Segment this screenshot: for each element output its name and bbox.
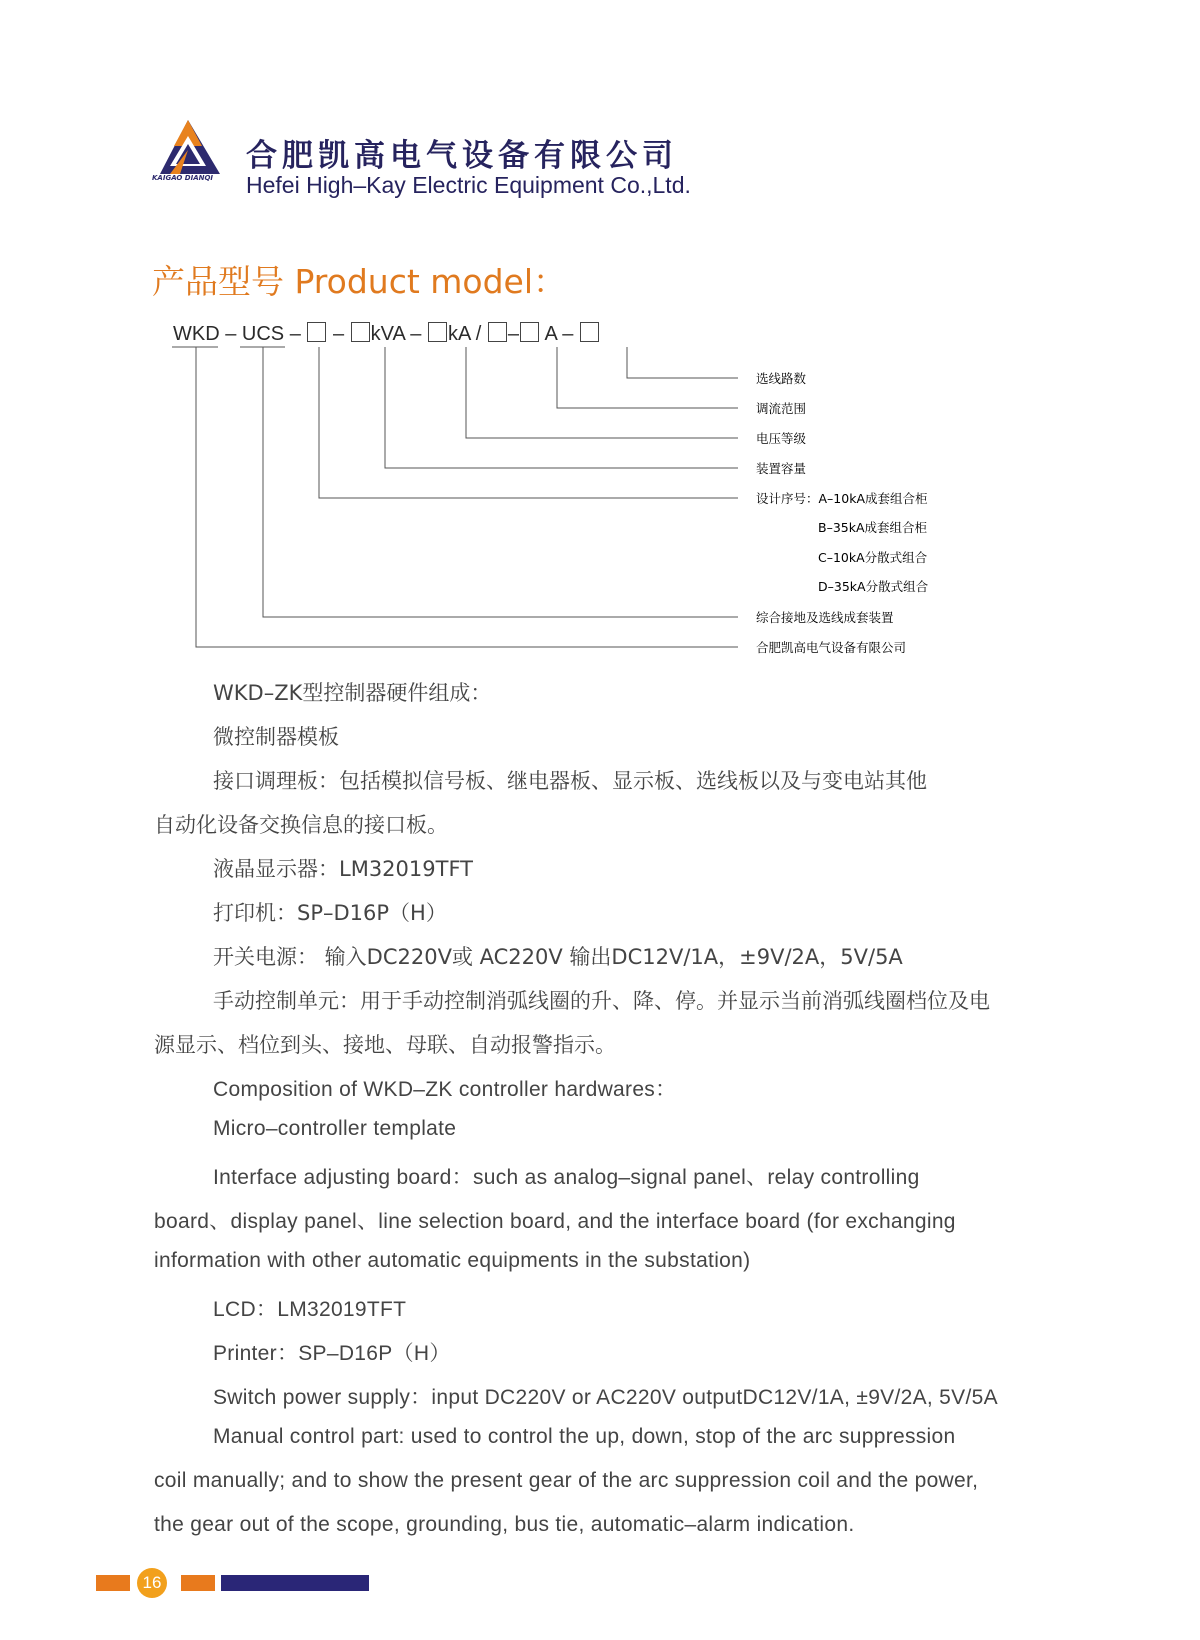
- model-seg-wkd: WKD: [173, 323, 220, 345]
- model-label: C–10kA分散式组合: [818, 550, 928, 565]
- paragraph-line: the gear out of the scope, grounding, bus tie, automatic–alarm indication.: [154, 1513, 855, 1536]
- model-label: 装置容量: [756, 461, 807, 476]
- model-dash: –: [404, 323, 427, 345]
- model-label: 调流范围: [756, 401, 807, 416]
- paragraph-line: Micro–controller template: [213, 1117, 457, 1140]
- page-number: 16: [137, 1568, 167, 1598]
- company-name-en: Hefei High–Kay Electric Equipment Co.,Ltd.: [246, 172, 691, 198]
- model-label: B–35kA成套组合柜: [818, 520, 928, 535]
- model-slash: /: [470, 323, 487, 345]
- model-label: 综合接地及选线成套装置: [756, 610, 894, 625]
- model-label: 合肥凯高电气设备有限公司: [756, 640, 907, 655]
- paragraph-line: 打印机：SP–D16P（H）: [213, 901, 447, 925]
- paragraph-line: board、display panel、line selection board, and the interface board (for exchanging: [154, 1210, 956, 1233]
- paragraph-line: 源显示、档位到头、接地、母联、自动报警指示。: [154, 1033, 616, 1057]
- section-title: 产品型号 Product model：: [152, 262, 567, 301]
- model-label: 电压等级: [756, 431, 807, 446]
- model-dash: –: [327, 323, 350, 345]
- paragraph-line: 开关电源： 输入DC220V或 AC220V 输出DC12V/1A，±9V/2A，5V/5A: [213, 945, 903, 969]
- footer-bar-navy: [221, 1575, 369, 1591]
- model-dash: –: [507, 323, 520, 345]
- model-label: 选线路数: [756, 371, 807, 386]
- paragraph-line: 液晶显示器：LM32019TFT: [213, 857, 473, 881]
- footer-bar-orange-right: [181, 1575, 215, 1591]
- paragraph-line: 微控制器模板: [213, 725, 339, 749]
- model-seg-kva: kVA: [370, 323, 405, 345]
- footer-bar-orange-left: [96, 1575, 130, 1591]
- paragraph-line: Printer：SP–D16P（H）: [213, 1342, 451, 1365]
- logo-subtitle: KAIGAO DIANQI: [152, 174, 214, 182]
- paragraph-line: LCD：LM32019TFT: [213, 1298, 407, 1321]
- model-dash: –: [556, 323, 579, 345]
- model-dash: –: [219, 323, 242, 345]
- company-name-cn: 合肥凯高电气设备有限公司: [246, 138, 678, 174]
- paragraph-line: Switch power supply：input DC220V or AC220V outputDC12V/1A, ±9V/2A, 5V/5A: [213, 1386, 998, 1409]
- paragraph-line: Manual control part: used to control the up, down, stop of the arc suppression: [213, 1425, 956, 1448]
- model-label: D–35kA分散式组合: [818, 579, 929, 594]
- model-seg-ucs: UCS: [241, 323, 285, 345]
- paragraph-line: 接口调理板：包括模拟信号板、继电器板、显示板、选线板以及与变电站其他: [213, 769, 927, 793]
- paragraph-line: Composition of WKD–ZK controller hardwares：: [213, 1078, 677, 1101]
- model-seg-a: A: [540, 323, 557, 345]
- paragraph-line: 手动控制单元：用于手动控制消弧线圈的升、降、停。并显示当前消弧线圈档位及电: [213, 989, 990, 1013]
- model-seg-ka: kA: [448, 323, 471, 345]
- paragraph-line: WKD–ZK型控制器硬件组成：: [213, 681, 492, 705]
- paragraph-line: 自动化设备交换信息的接口板。: [154, 813, 448, 837]
- paragraph-line: information with other automatic equipments in the substation): [154, 1249, 751, 1272]
- model-label: 设计序号：A–10kA成套组合柜: [756, 491, 928, 506]
- paragraph-line: Interface adjusting board：such as analog–signal panel、relay controlling: [213, 1166, 920, 1189]
- model-dash: –: [284, 323, 307, 345]
- model-leader-diagram: [0, 0, 1200, 700]
- paragraph-line: coil manually; and to show the present gear of the arc suppression coil and the power,: [154, 1469, 979, 1492]
